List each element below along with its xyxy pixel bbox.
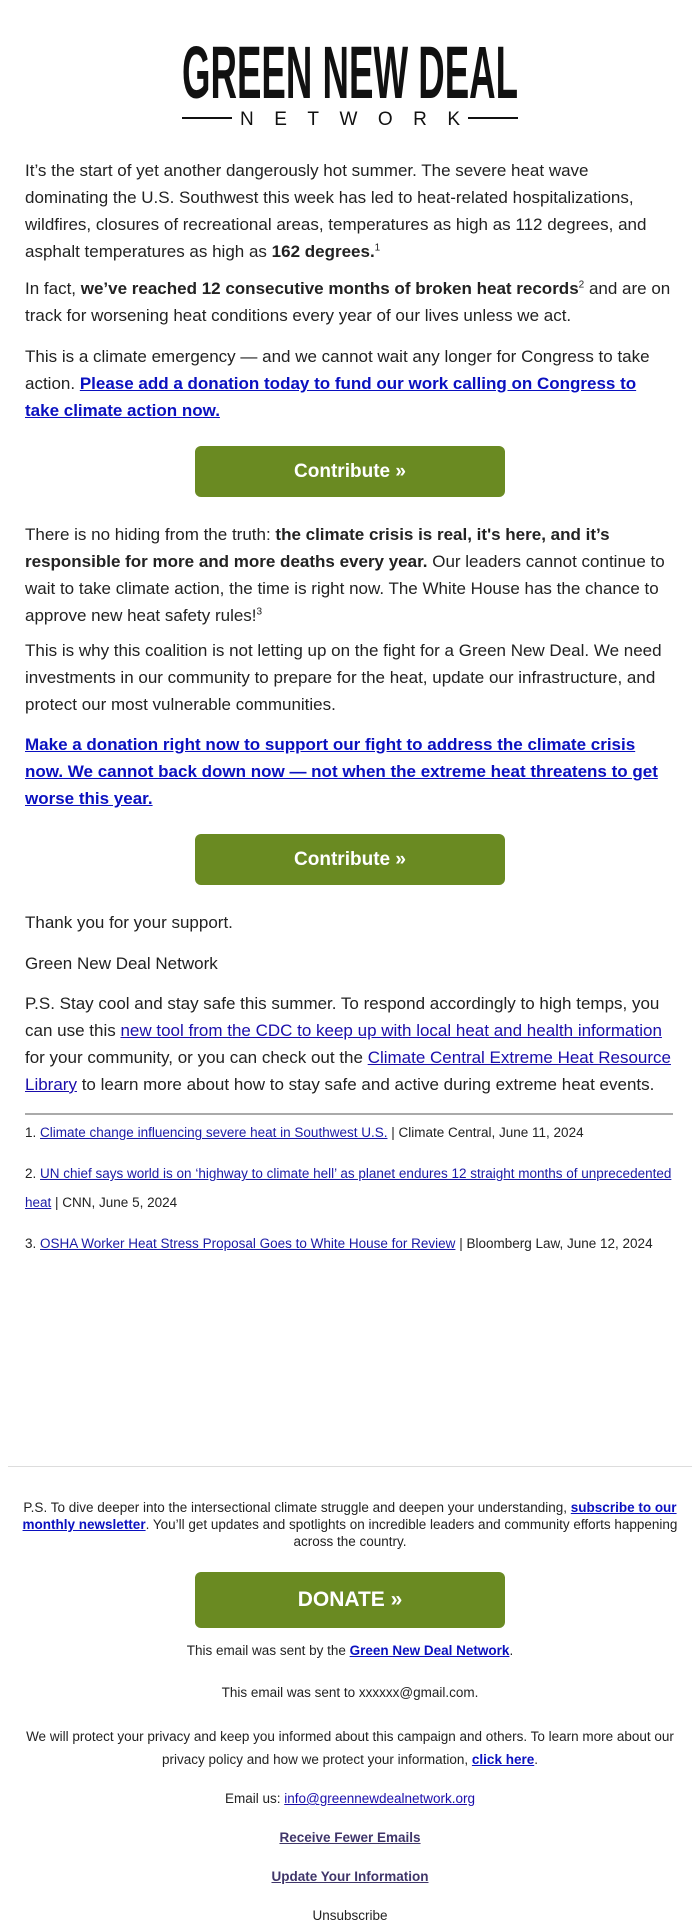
gndn-link[interactable]: Green New Deal Network <box>349 1643 510 1658</box>
emergency-paragraph: This is a climate emergency — and we cannot wait any longer for Congress to take action. Please add a donation today to fund our work calling on Congress to take climate action now. <box>25 347 650 420</box>
receive-fewer-emails-link[interactable]: Receive Fewer Emails <box>279 1830 421 1845</box>
records-paragraph: In fact, we’ve reached 12 consecutive months of broken heat records$^2$ and are on track for worsening heat conditions every year of our lives unless we act. <box>25 279 671 325</box>
reference-item: 2. UN chief says world is on ‘highway to climate hell’ as planet endures 12 straight months of unprecedented heat | CNN, June 5, 2024 <box>25 1166 672 1210</box>
privacy-link[interactable]: click here <box>471 1752 535 1767</box>
sent-by-text: This email was sent by the Green New Deal Network. <box>186 1643 514 1658</box>
update-info-row <box>8 1868 692 1886</box>
truth-paragraph: There is no hiding from the truth: the climate crisis is real, it's here, and it’s responsible for more and more deaths every year. Our leaders cannot continue to wait to take climate action, the time is right now. The White House has the chance to approve new heat safety rules!$^3$ <box>25 525 665 625</box>
climate-central-library-link[interactable]: Climate Central Extreme Heat Resource Library <box>25 1048 671 1094</box>
email-link[interactable]: info@greennewdealnetwork.org <box>284 1791 476 1806</box>
ps-paragraph: P.S. Stay cool and stay safe this summer. To respond accordingly to high temps, you can use this new tool from the CDC to keep up with local heat and health information for your community, or you can check out the Climate Central Extreme Heat Resource Library to learn more about how to stay safe and active during extreme heat events. <box>25 994 671 1094</box>
green-new-deal-network-logo <box>180 34 520 129</box>
footer-ps: P.S. To dive deeper into the intersectional climate struggle and deepen your understanding, subscribe to our monthly newsletter. You’ll get updates and spotlights on incredible leaders and community efforts happening across the country. <box>22 1500 678 1549</box>
reference-item: 1. Climate change influencing severe heat in Southwest U.S. | Climate Central, June 11, 2024 <box>25 1125 584 1140</box>
fewer-emails-row <box>8 1829 692 1847</box>
update-information-link[interactable]: Update Your Information <box>271 1869 429 1884</box>
donate-now-paragraph <box>25 731 673 812</box>
reference-item: 3. OSHA Worker Heat Stress Proposal Goes to White House for Review | Bloomberg Law, June 12, 2024 <box>25 1236 653 1251</box>
cdc-tool-link[interactable]: new tool from the CDC to keep up with local heat and health information <box>120 1021 662 1040</box>
svg-text:NETWORK: NETWORK <box>240 109 460 129</box>
divider <box>25 1113 673 1115</box>
privacy-text: We will protect your privacy and keep you informed about this campaign and others. To learn more about our privacy policy and how we protect your information, click here. <box>26 1729 674 1767</box>
intro-paragraph: It’s the start of yet another dangerously hot summer. The severe heat wave dominating the U.S. Southwest this week has led to heat-related hospitalizations, wildfires, closures of recreational areas, temperatures as high as 112 degrees, and asphalt temperatures as high as 162 degrees.$^1$ <box>25 161 647 261</box>
reference-link[interactable]: OSHA Worker Heat Stress Proposal Goes to White House for Review <box>40 1236 456 1251</box>
svg-text:GREEN NEW DEAL: GREEN NEW DEAL <box>182 34 518 114</box>
donate-button[interactable]: DONATE » <box>195 1572 505 1628</box>
contribute-button[interactable]: Contribute » <box>195 446 505 497</box>
unsubscribe-link[interactable]: Unsubscribe <box>312 1908 388 1923</box>
coalition-paragraph: This is why this coalition is not letting up on the fight for a Green New Deal. We need investments in our community to prepare for the heat, update our infrastructure, and protect our most vulnerable communities. <box>25 641 662 714</box>
donate-now-link[interactable]: Make a donation right now to support our fight to address the climate crisis now. We cannot back down now — not when the extreme heat threatens to get worse this year. <box>25 735 658 808</box>
reference-link[interactable]: Climate change influencing severe heat in Southwest U.S. <box>40 1125 388 1140</box>
thanks-text: Thank you for your support. <box>25 913 233 932</box>
newsletter-link[interactable]: subscribe to our monthly newsletter <box>22 1500 677 1532</box>
contribute-button-2[interactable]: Contribute » <box>195 834 505 885</box>
reference-link[interactable]: UN chief says world is on ‘highway to climate hell’ as planet endures 12 straight months of unprecedented heat <box>25 1166 672 1210</box>
signature-text: Green New Deal Network <box>25 954 218 973</box>
sent-to-text: This email was sent to xxxxxx@gmail.com. <box>221 1685 479 1700</box>
footer-divider <box>8 1466 692 1467</box>
donation-link[interactable]: Please add a donation today to fund our work calling on Congress to take climate action now. <box>25 374 637 420</box>
email-us-text: Email us: info@greennewdealnetwork.org <box>224 1791 476 1806</box>
